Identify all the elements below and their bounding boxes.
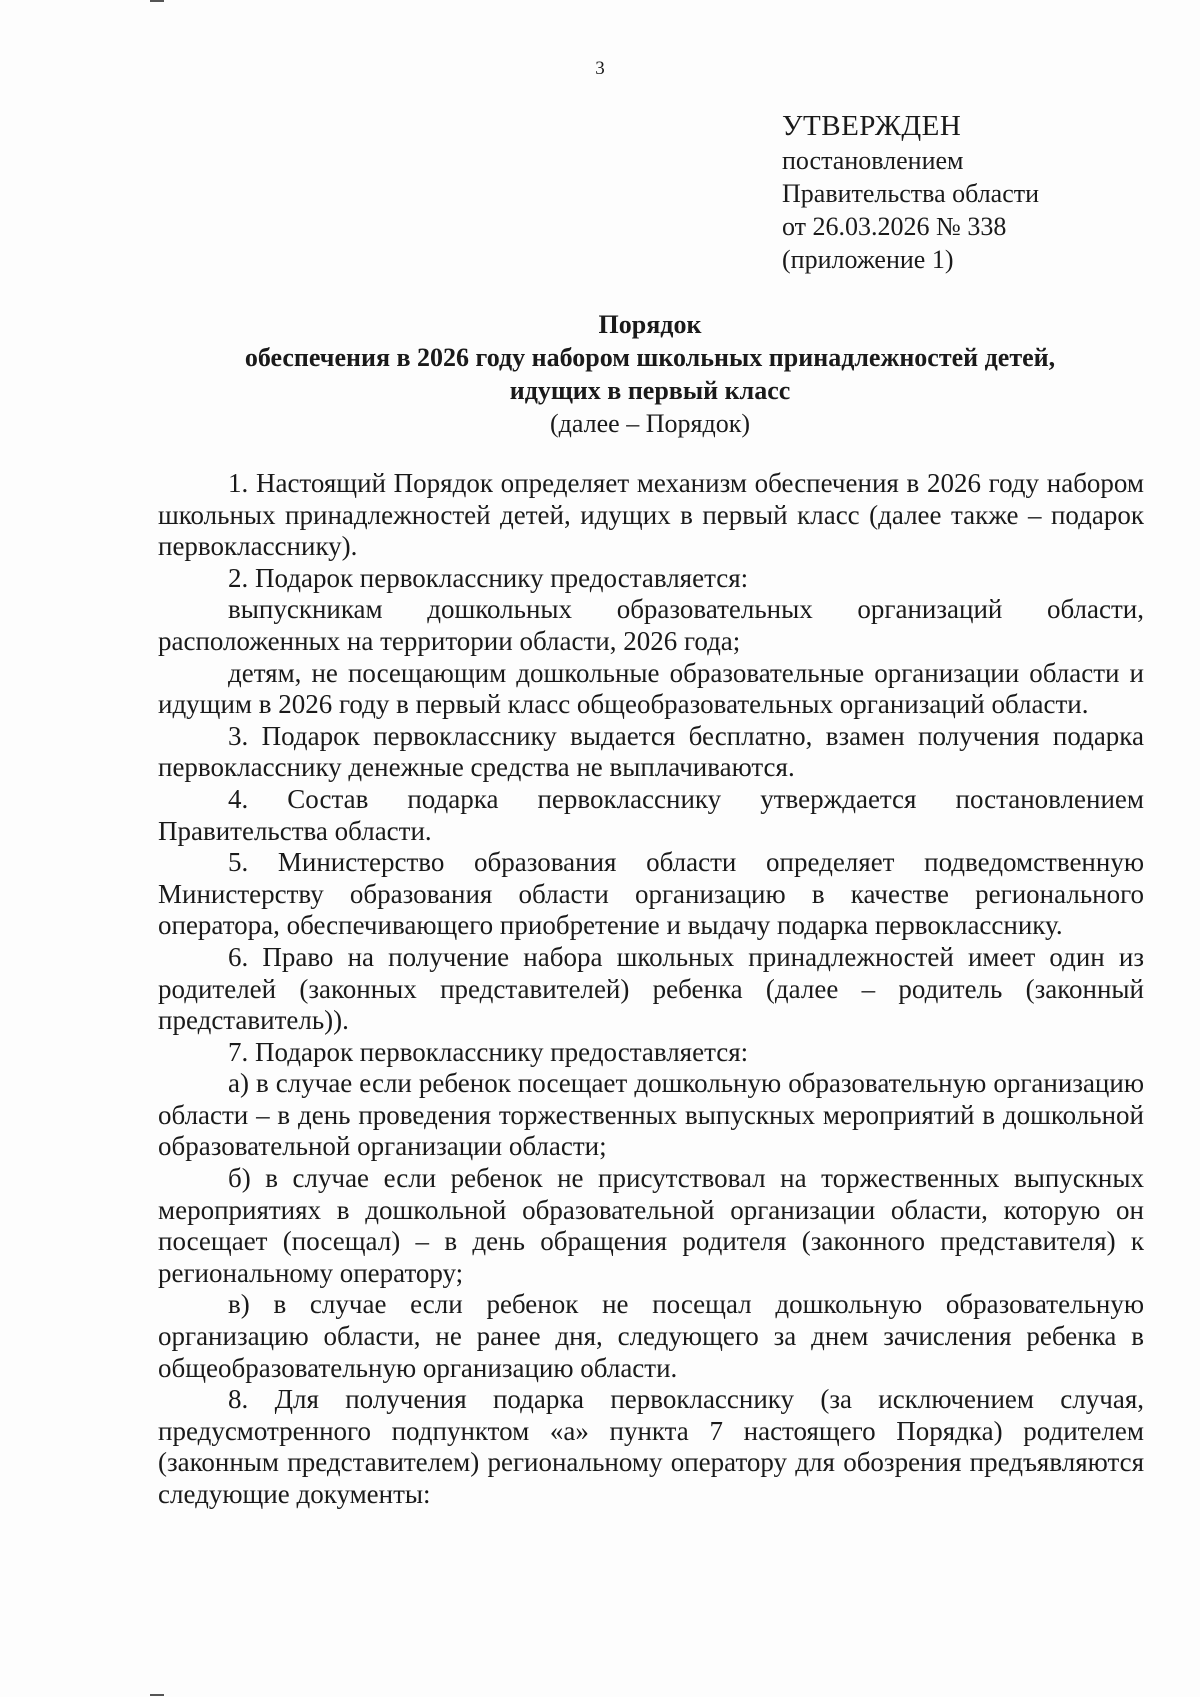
approval-stamp-block (782, 108, 1039, 276)
paragraph: выпускникам дошкольных образовательных организаций области, расположенных на территории области, 2026 года; (158, 594, 1144, 656)
approval-line: (приложение 1) (782, 245, 954, 274)
document-body (158, 468, 1144, 1511)
document-title (160, 308, 1140, 440)
paragraph: 2. Подарок первокласснику предоставляется: (228, 562, 749, 593)
paragraph: 5. Министерство образования области определяет подведомственную Министерству образования области организацию в качестве регионального оператора, обеспечивающего приобретение и выдачу подарка первокласснику. (158, 847, 1144, 941)
paragraph: б) в случае если ребенок не присутствовал на торжественных выпускных мероприятиях в дошкольной образовательной организации области, которую он посещает (посещал) – в день обращения родителя (законного представителя) к региональному оператору; (158, 1163, 1144, 1288)
title-subject-cont: идущих в первый класс (509, 376, 791, 405)
scan-edge-mark (150, 1694, 164, 1696)
paragraph: а) в случае если ребенок посещает дошкольную образовательную организацию области – в день проведения торжественных выпускных мероприятий в дошкольной образовательной организации области; (158, 1068, 1144, 1162)
approval-line: Правительства области (782, 179, 1040, 208)
approval-line: постановлением (782, 146, 964, 175)
title-abbreviation: (далее – Порядок) (550, 409, 750, 438)
paragraph: 7. Подарок первокласснику предоставляется: (228, 1036, 749, 1067)
title-subject: обеспечения в 2026 году набором школьных принадлежностей детей, (244, 343, 1056, 372)
title-heading: Порядок (598, 310, 702, 339)
approval-title: УТВЕРЖДЕН (782, 110, 962, 142)
paragraph: 1. Настоящий Порядок определяет механизм обеспечения в 2026 году набором школьных принадлежностей детей, идущих в первый класс (далее также – подарок первокласснику). (158, 468, 1144, 562)
paragraph: 4. Состав подарка первокласснику утверждается постановлением Правительства области. (158, 783, 1144, 846)
paragraph: детям, не посещающим дошкольные образовательные организации области и идущим в 2026 году в первый класс общеобразовательных организаций области. (158, 657, 1144, 720)
scan-edge-mark (150, 0, 164, 2)
paragraph: 8. Для получения подарка первокласснику (за исключением случая, предусмотренного подпунктом «а» пункта 7 настоящего Порядка) родителем (законным представителем) региональному оператору для обозрения предъявляются следующие документы: (158, 1384, 1144, 1509)
paragraph: в) в случае если ребенок не посещал дошкольную образовательную организацию области, не ранее дня, следующего за днем зачисления ребенка в общеобразовательную организацию области. (158, 1289, 1144, 1383)
page-number: 3 (595, 58, 605, 79)
paragraph: 3. Подарок первокласснику выдается бесплатно, взамен получения подарка первокласснику денежные средства не выплачиваются. (158, 720, 1144, 783)
paragraph: 6. Право на получение набора школьных принадлежностей имеет один из родителей (законных представителей) ребенка (далее – родитель (законный представитель)). (158, 941, 1144, 1036)
approval-line: от 26.03.2026 № 338 (782, 212, 1007, 241)
